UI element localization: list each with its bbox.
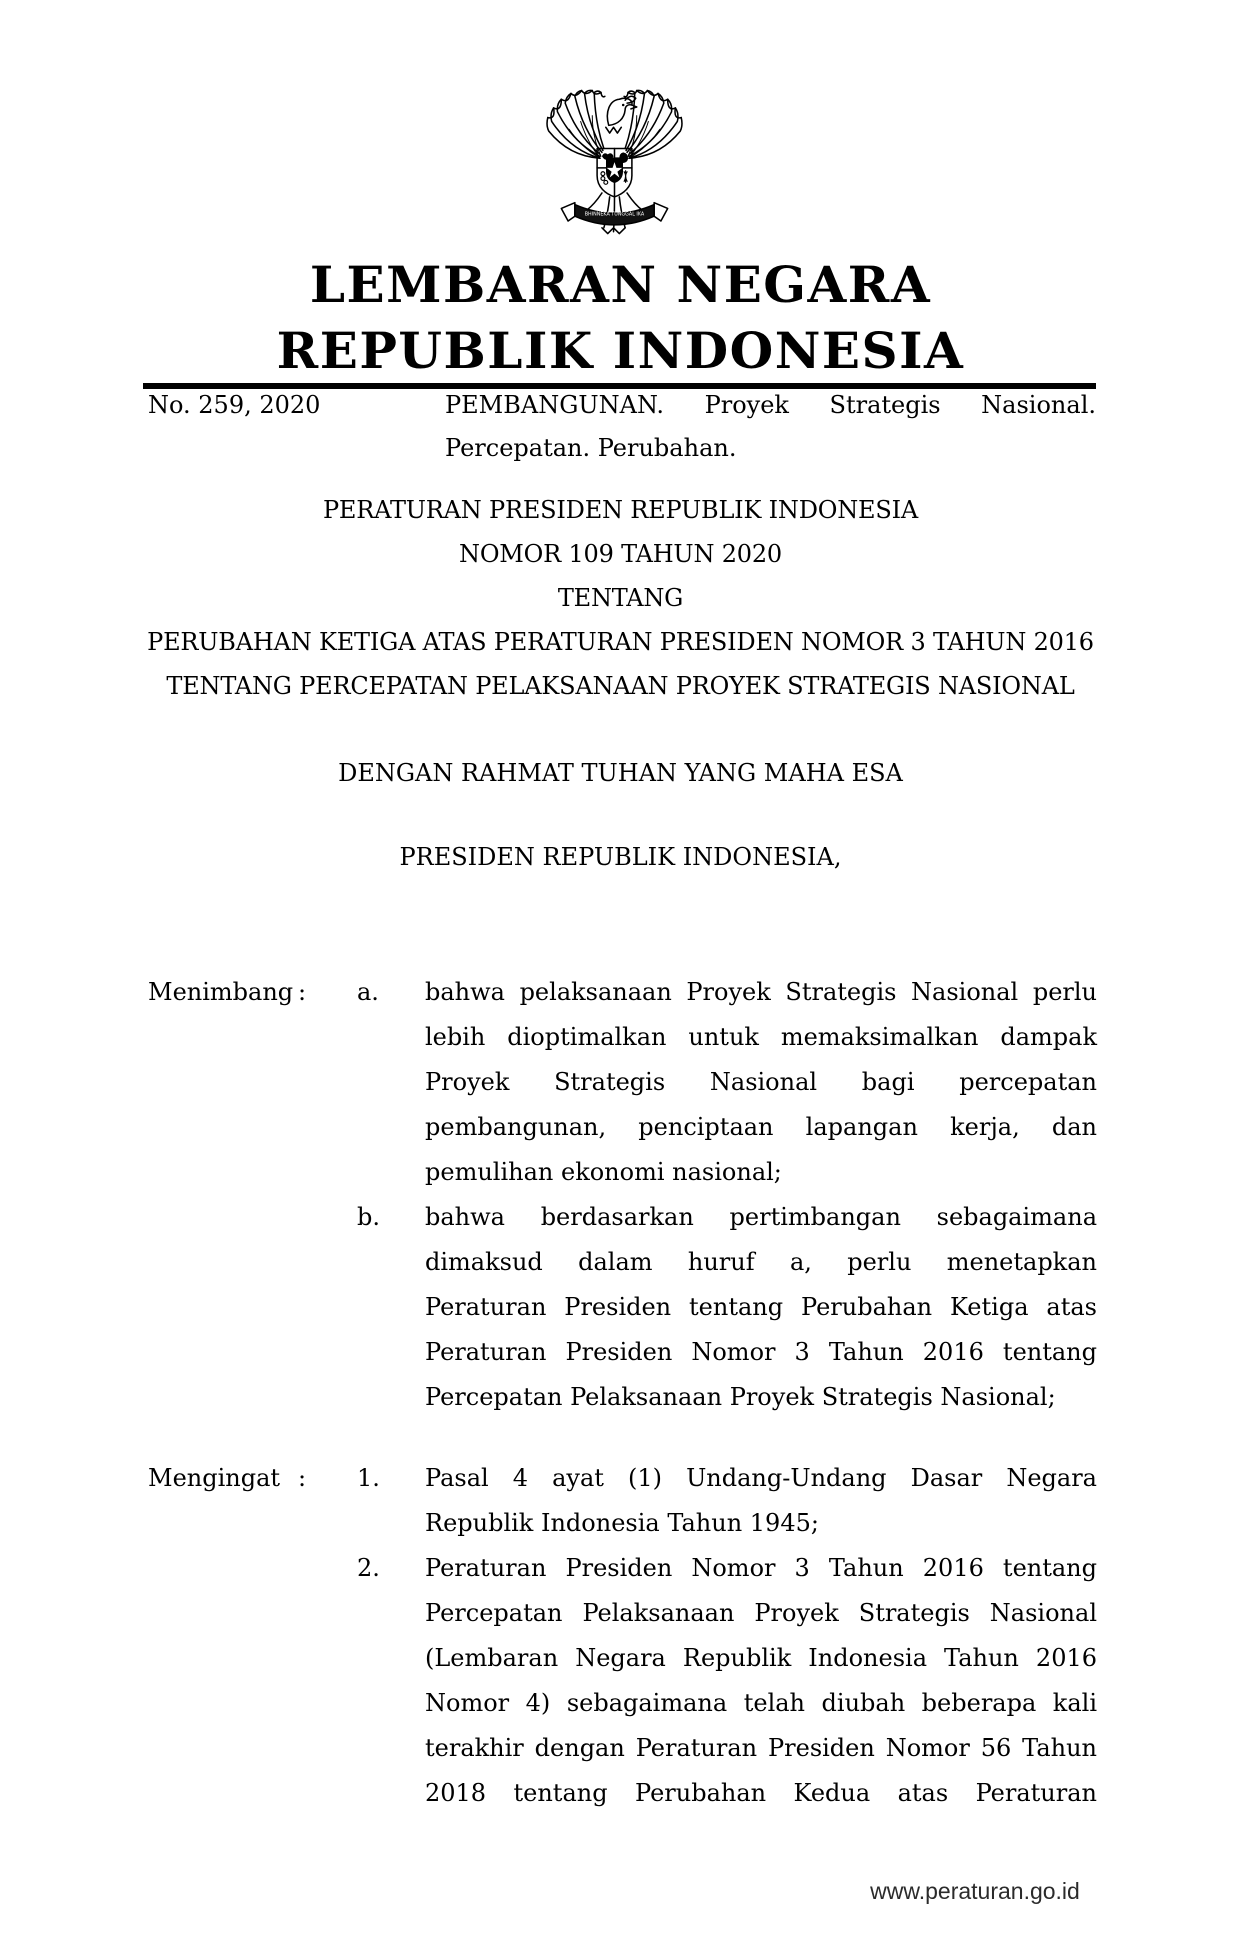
heading-regulation-number: NOMOR 109 TAHUN 2020 bbox=[459, 540, 782, 568]
text-line: dimaksud dalam huruf a, perlu menetapkan bbox=[425, 1248, 1097, 1276]
issuing-authority-line: PRESIDEN REPUBLIK INDONESIA, bbox=[399, 843, 842, 871]
gazette-subject bbox=[445, 384, 1096, 470]
text-line: Nomor 4) sebagaimana telah diubah beberapa kali bbox=[425, 1689, 1097, 1717]
list-item bbox=[357, 970, 1097, 1195]
gazette-title-line1: LEMBARAN NEGARA bbox=[309, 255, 932, 314]
section-label: Menimbang bbox=[148, 978, 294, 1006]
section-items bbox=[357, 1456, 1097, 1816]
section-colon: : bbox=[298, 978, 307, 1006]
invocation-line: DENGAN RAHMAT TUHAN YANG MAHA ESA bbox=[338, 759, 903, 787]
text-line: Proyek Strategis Nasional bagi percepatan bbox=[425, 1068, 1097, 1096]
list-marker: b. bbox=[357, 1203, 380, 1231]
text-line: pembangunan, penciptaan lapangan kerja, dan bbox=[425, 1113, 1097, 1141]
emblem-motto-text: BHINNEKA TUNGGAL IKA bbox=[584, 212, 645, 218]
pancasila-shield bbox=[597, 149, 632, 197]
list-item bbox=[357, 1195, 1097, 1420]
text-line: bahwa pelaksanaan Proyek Strategis Nasional perlu bbox=[425, 978, 1097, 1006]
heading-tentang: TENTANG bbox=[557, 584, 684, 612]
section-label: Mengingat bbox=[148, 1464, 281, 1492]
text-line: pemulihan ekonomi nasional; bbox=[425, 1158, 782, 1186]
text-line: Pasal 4 ayat (1) Undang-Undang Dasar Negara bbox=[425, 1464, 1097, 1492]
heading-subject-line1: PERUBAHAN KETIGA ATAS PERATURAN PRESIDEN NOMOR 3 TAHUN 2016 bbox=[147, 628, 1094, 656]
gazette-number: No. 259, 2020 bbox=[148, 391, 321, 419]
source-url: www.peraturan.go.id bbox=[870, 1878, 1080, 1904]
text-line: Peraturan Presiden Nomor 3 Tahun 2016 tentang bbox=[425, 1554, 1097, 1582]
gazette-title-line2: REPUBLIK INDONESIA bbox=[276, 321, 965, 380]
regulation-headings bbox=[145, 488, 1096, 708]
left-wing bbox=[547, 90, 605, 158]
text-line: PEMBANGUNAN. Proyek Strategis Nasional. bbox=[445, 391, 1096, 419]
text-line: Republik Indonesia Tahun 1945; bbox=[425, 1509, 819, 1537]
text-line: lebih dioptimalkan untuk memaksimalkan dampak bbox=[425, 1023, 1097, 1051]
section-colon: : bbox=[298, 1464, 307, 1492]
garuda-pancasila-emblem-icon bbox=[542, 85, 687, 243]
text-line: Peraturan Presiden Nomor 3 Tahun 2016 tentang bbox=[425, 1338, 1097, 1366]
text-line: terakhir dengan Peraturan Presiden Nomor 56 Tahun bbox=[425, 1734, 1097, 1762]
text-line: Percepatan Pelaksanaan Proyek Strategis Nasional; bbox=[425, 1383, 1056, 1411]
heading-subject-line2: TENTANG PERCEPATAN PELAKSANAAN PROYEK STRATEGIS NASIONAL bbox=[166, 672, 1075, 700]
text-line: 2018 tentang Perubahan Kedua atas Peraturan bbox=[425, 1779, 1097, 1807]
text-line: (Lembaran Negara Republik Indonesia Tahun 2016 bbox=[425, 1644, 1097, 1672]
heading-regulation-type: PERATURAN PRESIDEN REPUBLIK INDONESIA bbox=[322, 496, 918, 524]
list-marker: 1. bbox=[357, 1464, 380, 1492]
list-marker: 2. bbox=[357, 1554, 380, 1582]
list-item bbox=[357, 1456, 1097, 1546]
list-item bbox=[357, 1546, 1097, 1816]
text-line: bahwa berdasarkan pertimbangan sebagaimana bbox=[425, 1203, 1097, 1231]
gazette-title bbox=[145, 252, 1096, 384]
section-items bbox=[357, 970, 1097, 1420]
text-line: Percepatan Pelaksanaan Proyek Strategis Nasional bbox=[425, 1599, 1097, 1627]
list-marker: a. bbox=[357, 978, 379, 1006]
neck-feathers bbox=[606, 127, 621, 133]
text-line: Percepatan. Perubahan. bbox=[445, 434, 737, 462]
text-line: Peraturan Presiden tentang Perubahan Ketiga atas bbox=[425, 1293, 1097, 1321]
